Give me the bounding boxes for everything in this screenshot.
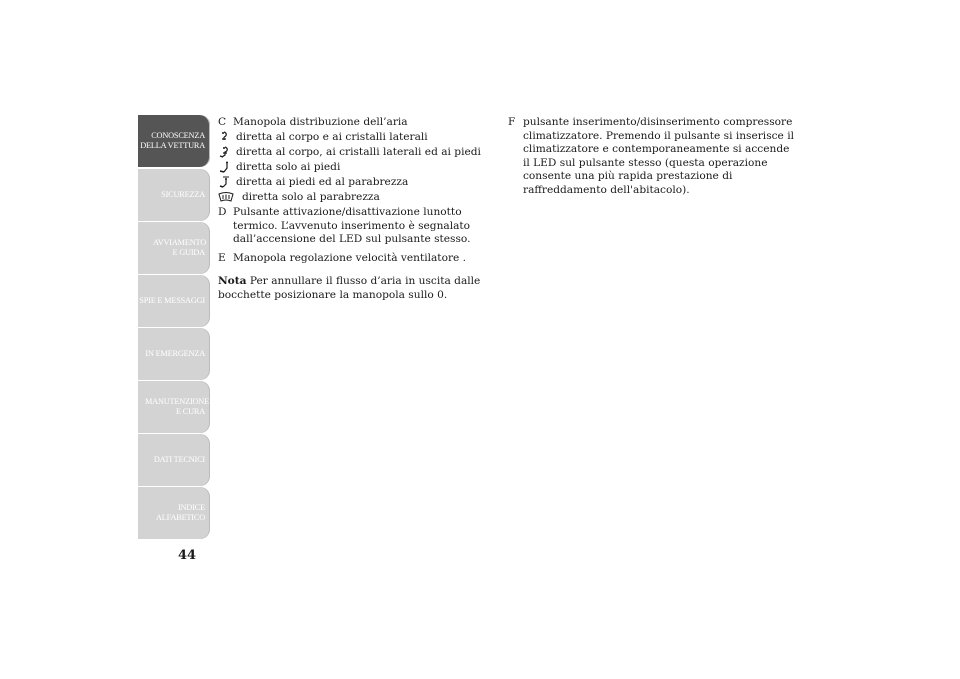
- air-feet-windscreen-icon: [218, 176, 236, 189]
- option-text: diretta ai piedi ed al parabrezza: [236, 175, 409, 188]
- windscreen-defrost-icon: [218, 191, 242, 204]
- page-number: 44: [178, 548, 197, 563]
- air-body-windows-feet-icon: [218, 146, 236, 159]
- option-text: diretta solo ai piedi: [236, 160, 341, 173]
- tab-avviamento-e-guida[interactable]: [138, 222, 210, 274]
- distribution-option: [218, 146, 493, 160]
- note-text: Per annullare il flusso d’aria in uscita dalle bocchette posizionare la manopola sullo 0.: [218, 275, 481, 301]
- tab-spie-e-messaggi[interactable]: [138, 275, 210, 327]
- note-heading: Nota: [218, 275, 247, 288]
- item-text: pulsante inserimento/disinserimento compressore climatizzatore. Premendo il pulsante si inserisce il climatizzatore e contemporaneamente si accende il LED sul pulsante stesso (questa operazione consente una più rapida prestazione di raffreddamento dell'abitacolo).: [523, 116, 794, 196]
- item-f: [508, 116, 798, 198]
- item-key: F: [508, 116, 516, 128]
- air-body-windows-icon: [218, 131, 236, 144]
- left-text-column: [218, 116, 493, 302]
- distribution-option: [218, 161, 493, 175]
- item-text: Manopola regolazione velocità ventilatore .: [233, 251, 467, 264]
- item-c: [218, 116, 493, 130]
- tab-sicurezza[interactable]: [138, 169, 210, 221]
- tab-label: IN EMERGENZA: [145, 349, 205, 358]
- item-e: [218, 252, 493, 266]
- option-text: diretta al corpo e ai cristalli laterali: [236, 130, 428, 143]
- option-text: diretta solo al parabrezza: [242, 190, 380, 203]
- tab-label: CONOSCENZA DELLA VETTURA: [140, 131, 205, 150]
- item-key: C: [218, 116, 227, 128]
- tab-label: MANUTENZIONE E CURA: [145, 397, 209, 416]
- tab-manutenzione-e-cura[interactable]: [138, 381, 210, 433]
- item-key: E: [218, 251, 226, 264]
- item-text: Pulsante attivazione/disattivazione lunotto termico. L’avvenuto inserimento è segnalato dall’accensione del LED sul pulsante stesso.: [233, 205, 471, 246]
- distribution-option: [218, 131, 493, 145]
- item-d: [218, 206, 493, 247]
- tab-label: SPIE E MESSAGGI: [139, 296, 205, 305]
- tab-label: INDICE ALFABETICO: [155, 503, 205, 522]
- option-text: diretta al corpo, ai cristalli laterali ed ai piedi: [236, 145, 481, 158]
- item-key: D: [218, 205, 227, 218]
- air-feet-icon: [218, 161, 236, 174]
- tab-dati-tecnici[interactable]: [138, 434, 210, 486]
- distribution-option: [218, 176, 493, 190]
- tab-label: AVVIAMENTO E GUIDA: [153, 238, 207, 257]
- item-text: Manopola distribuzione dell’aria: [233, 116, 408, 128]
- tab-conoscenza-della-vettura[interactable]: [138, 115, 210, 167]
- right-text-column: [508, 116, 798, 198]
- tab-indice-alfabetico[interactable]: [138, 487, 210, 539]
- tab-in-emergenza[interactable]: [138, 328, 210, 380]
- tab-label: DATI TECNICI: [153, 455, 205, 464]
- tab-label: SICUREZZA: [161, 190, 205, 199]
- note-paragraph: [218, 275, 493, 302]
- distribution-option: [218, 191, 493, 205]
